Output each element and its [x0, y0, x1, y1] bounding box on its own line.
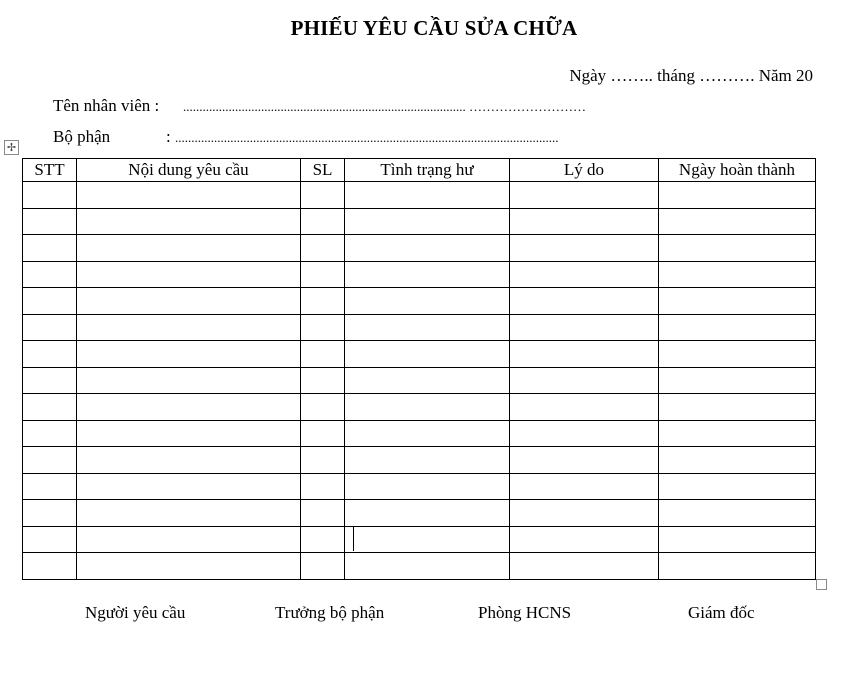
- table-cell[interactable]: [510, 500, 659, 527]
- table-move-handle-icon[interactable]: ✢: [4, 140, 19, 155]
- table-cell[interactable]: [345, 473, 510, 500]
- table-cell[interactable]: [659, 341, 816, 368]
- table-cell[interactable]: [659, 500, 816, 527]
- table-cell[interactable]: [23, 500, 77, 527]
- table-row: [23, 553, 816, 580]
- table-cell[interactable]: [23, 261, 77, 288]
- table-cell[interactable]: [345, 182, 510, 209]
- header-damage-status: Tình trạng hư: [345, 159, 510, 182]
- table-cell[interactable]: [510, 367, 659, 394]
- table-resize-handle-icon[interactable]: [816, 579, 827, 590]
- table-cell[interactable]: [23, 447, 77, 474]
- table-cell[interactable]: [510, 394, 659, 421]
- signature-department-head: Trưởng bộ phận: [275, 603, 385, 622]
- table-cell[interactable]: [659, 235, 816, 262]
- table-cell[interactable]: [345, 235, 510, 262]
- table-cell[interactable]: [301, 447, 345, 474]
- table-cell[interactable]: [301, 473, 345, 500]
- table-cell[interactable]: [510, 341, 659, 368]
- header-stt: STT: [23, 159, 77, 182]
- table-cell[interactable]: [301, 341, 345, 368]
- table-cell[interactable]: [77, 235, 301, 262]
- signature-director: Giám đốc: [688, 603, 755, 622]
- table-cell[interactable]: [510, 447, 659, 474]
- table-cell[interactable]: [23, 526, 77, 553]
- table-row: [23, 526, 816, 553]
- table-cell[interactable]: [510, 526, 659, 553]
- table-cell[interactable]: [345, 208, 510, 235]
- table-cell[interactable]: [23, 235, 77, 262]
- table-cell[interactable]: [301, 288, 345, 315]
- table-cell[interactable]: [301, 367, 345, 394]
- text-cursor: [353, 527, 354, 551]
- table-cell[interactable]: [510, 235, 659, 262]
- table-cell[interactable]: [77, 367, 301, 394]
- table-cell[interactable]: [23, 341, 77, 368]
- table-cell[interactable]: [659, 526, 816, 553]
- table-cell[interactable]: [77, 341, 301, 368]
- table-cell[interactable]: [345, 261, 510, 288]
- table-row: [23, 500, 816, 527]
- table-row: [23, 182, 816, 209]
- table-cell[interactable]: [77, 553, 301, 580]
- table-cell[interactable]: [77, 208, 301, 235]
- table-header-row: [23, 159, 816, 182]
- table-cell[interactable]: [345, 447, 510, 474]
- table-cell[interactable]: [23, 473, 77, 500]
- table-cell[interactable]: [77, 526, 301, 553]
- table-cell[interactable]: [77, 447, 301, 474]
- table-cell[interactable]: [659, 182, 816, 209]
- header-quantity: SL: [301, 159, 345, 182]
- table-cell[interactable]: [510, 288, 659, 315]
- header-reason: Lý do: [510, 159, 659, 182]
- table-cell[interactable]: [301, 394, 345, 421]
- table-row: [23, 473, 816, 500]
- table-cell[interactable]: [345, 394, 510, 421]
- table-cell[interactable]: [659, 367, 816, 394]
- table-cell[interactable]: [77, 394, 301, 421]
- table-cell[interactable]: [345, 314, 510, 341]
- table-cell[interactable]: [659, 288, 816, 315]
- table-cell[interactable]: [301, 553, 345, 580]
- header-completion-date: Ngày hoàn thành: [659, 159, 816, 182]
- employee-name-field: [53, 96, 586, 116]
- table-row: [23, 208, 816, 235]
- repair-request-table: [22, 158, 816, 580]
- employee-name-label: Tên nhân viên :: [53, 96, 160, 115]
- department-label: Bộ phận: [53, 127, 111, 146]
- department-field: [53, 127, 558, 147]
- table-cell[interactable]: [301, 261, 345, 288]
- table-cell[interactable]: [510, 473, 659, 500]
- table-cell[interactable]: [77, 473, 301, 500]
- signature-hr-admin: Phòng HCNS: [478, 603, 572, 622]
- table-cell[interactable]: [659, 208, 816, 235]
- table-cell[interactable]: [659, 261, 816, 288]
- table-cell[interactable]: [301, 420, 345, 447]
- table-row: [23, 367, 816, 394]
- table-cell[interactable]: [301, 208, 345, 235]
- table-cell[interactable]: [510, 553, 659, 580]
- table-body: [23, 182, 816, 580]
- date-line: Ngày …….. tháng ………. Năm 20: [569, 66, 813, 85]
- header-request-content: Nội dung yêu cầu: [77, 159, 301, 182]
- table-cell[interactable]: [345, 341, 510, 368]
- table-cell[interactable]: [659, 420, 816, 447]
- table-cell[interactable]: [23, 394, 77, 421]
- table-cell[interactable]: [659, 394, 816, 421]
- table-cell[interactable]: [301, 235, 345, 262]
- table-cell[interactable]: [77, 500, 301, 527]
- table-cell[interactable]: [510, 208, 659, 235]
- signature-row: [0, 603, 848, 627]
- table-row: [23, 420, 816, 447]
- table-cell[interactable]: [345, 500, 510, 527]
- table-cell[interactable]: [23, 182, 77, 209]
- table-cell[interactable]: [510, 182, 659, 209]
- form-title: PHIẾU YÊU CẦU SỬA CHỮA: [290, 16, 578, 40]
- table-cell[interactable]: [77, 420, 301, 447]
- table-row: [23, 394, 816, 421]
- table-cell[interactable]: [301, 500, 345, 527]
- table-cell[interactable]: [510, 420, 659, 447]
- table-cell[interactable]: [23, 420, 77, 447]
- department-blank[interactable]: ......................................................................................................................: [174, 130, 559, 145]
- table-cell[interactable]: [23, 553, 77, 580]
- table-cell[interactable]: [659, 447, 816, 474]
- table-cell[interactable]: [345, 420, 510, 447]
- table-cell[interactable]: [77, 288, 301, 315]
- table-cell[interactable]: [77, 314, 301, 341]
- table-row: [23, 288, 816, 315]
- table-cell[interactable]: [301, 526, 345, 553]
- table-cell[interactable]: [23, 288, 77, 315]
- table-row: [23, 314, 816, 341]
- table-cell[interactable]: [659, 314, 816, 341]
- table-cell[interactable]: [301, 314, 345, 341]
- table-cell[interactable]: [23, 314, 77, 341]
- table-cell[interactable]: [77, 182, 301, 209]
- table-cell[interactable]: [23, 208, 77, 235]
- table-cell[interactable]: [23, 367, 77, 394]
- table-row: [23, 235, 816, 262]
- signature-requester: Người yêu cầu: [85, 603, 186, 622]
- table-cell[interactable]: [510, 314, 659, 341]
- table-cell[interactable]: [345, 288, 510, 315]
- table-cell[interactable]: [510, 261, 659, 288]
- table-cell[interactable]: [345, 553, 510, 580]
- table-cell[interactable]: [77, 261, 301, 288]
- table-cell[interactable]: [659, 553, 816, 580]
- table-cell[interactable]: [345, 367, 510, 394]
- table-row: [23, 447, 816, 474]
- table-row: [23, 341, 816, 368]
- employee-name-blank[interactable]: ....................................................................................... ………………………: [183, 99, 586, 114]
- table-cell[interactable]: [659, 473, 816, 500]
- department-colon: :: [166, 127, 171, 146]
- table-row: [23, 261, 816, 288]
- table-cell[interactable]: [345, 526, 510, 553]
- table-cell[interactable]: [301, 182, 345, 209]
